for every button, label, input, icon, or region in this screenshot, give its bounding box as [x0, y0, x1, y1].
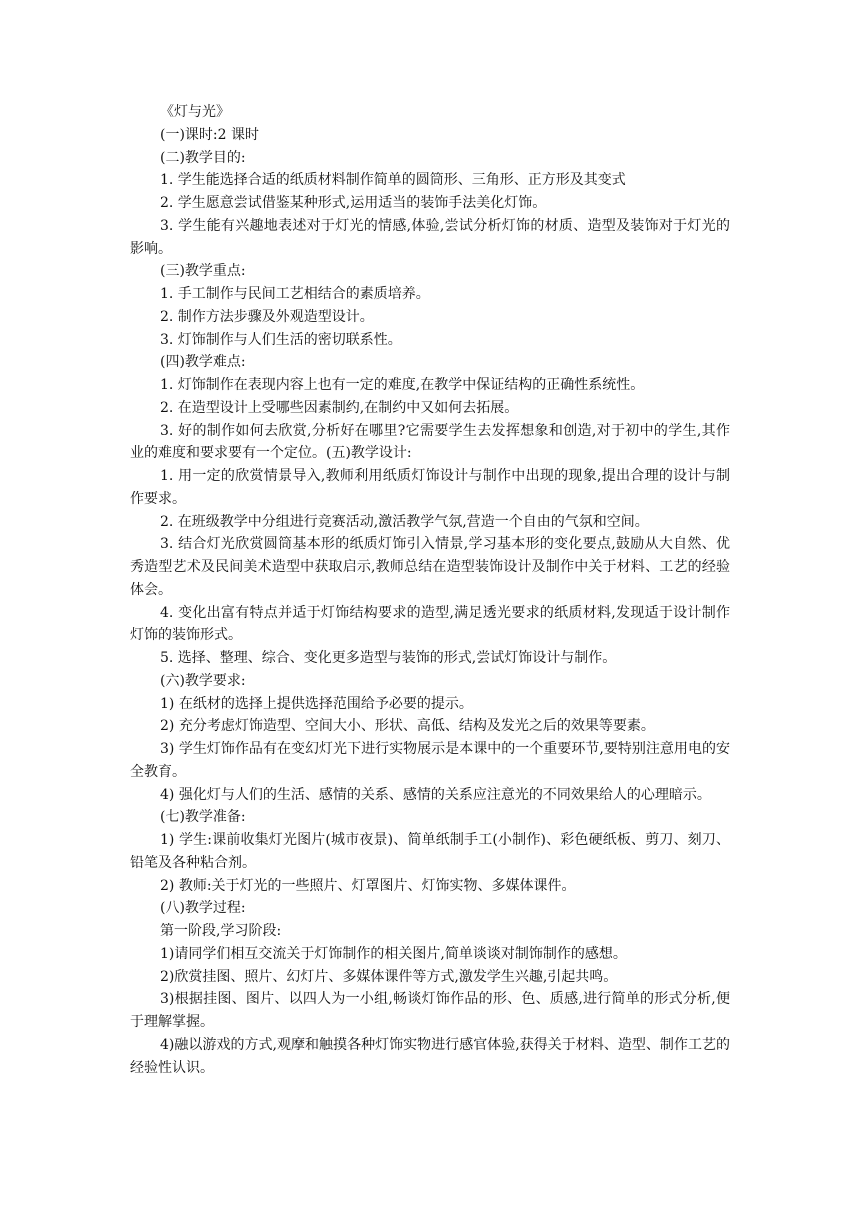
paragraph: 4. 变化出富有特点并适于灯饰结构要求的造型,满足透光要求的纸质材料,发现适于设计制作灯饰的装饰形式。: [130, 604, 730, 644]
paragraph: 4)融以游戏的方式,观摩和触摸各种灯饰实物进行感官体验,获得关于材料、造型、制作工艺的经验性认识。: [130, 1036, 730, 1076]
paragraph: 3)根据挂图、图片、以四人为一小组,畅谈灯饰作品的形、色、质感,进行简单的形式分析,便于理解掌握。: [130, 991, 730, 1030]
paragraph: 2. 制作方法步骤及外观造型设计。: [160, 308, 374, 325]
paragraph: 2. 在班级教学中分组进行竞赛活动,激活教学气氛,营造一个自由的气氛和空间。: [160, 513, 649, 530]
paragraph: 1) 在纸材的选择上提供选择范围给予必要的提示。: [160, 695, 473, 712]
paragraph: 2. 学生愿意尝试借鉴某种形式,运用适当的装饰手法美化灯饰。: [160, 195, 547, 211]
section-heading: (八)教学过程:: [160, 900, 246, 917]
doc-title: 《灯与光》: [160, 104, 230, 120]
section-heading: (三)教学重点:: [160, 263, 246, 280]
document-body: [130, 101, 730, 1079]
paragraph: 3) 学生灯饰作品有在变幻灯光下进行实物展示是本课中的一个重要环节,要特别注意用电的安全教育。: [130, 741, 730, 780]
section-heading: (二)教学目的:: [160, 149, 246, 166]
paragraph: 1)请同学们相互交流关于灯饰制作的相关图片,简单谈谈对制饰制作的感想。: [160, 945, 627, 962]
paragraph: 第一阶段,学习阶段:: [160, 923, 282, 939]
paragraph: 4) 强化灯与人们的生活、感情的关系、感情的关系应注意光的不同效果给人的心理暗示。: [160, 786, 711, 803]
paragraph: 1. 学生能选择合适的纸质材料制作简单的圆筒形、三角形、正方形及其变式: [160, 172, 626, 189]
paragraph: 2) 教师:关于灯光的一些照片、灯罩图片、灯饰实物、多媒体课件。: [160, 877, 576, 894]
section-heading: (七)教学准备:: [160, 809, 246, 826]
paragraph: 1) 学生:课前收集灯光图片(城市夜景)、简单纸制手工(小制作)、彩色硬纸板、剪刀、刻刀、铅笔及各种粘合剂。: [130, 832, 730, 871]
section-heading: (六)教学要求:: [160, 672, 246, 689]
paragraph: 1. 用一定的欣赏情景导入,教师利用纸质灯饰设计与制作中出现的现象,提出合理的设计与制作要求。: [130, 468, 730, 507]
paragraph: 3. 灯饰制作与人们生活的密切联系性。: [160, 331, 402, 348]
paragraph: 3. 结合灯光欣赏圆筒基本形的纸质灯饰引入情景,学习基本形的变化要点,鼓励从大自然、优秀造型艺术及民间美术造型中获取启示,教师总结在造型装饰设计及制作中关于材料、工艺的经验体会。: [130, 536, 730, 598]
paragraph: 2. 在造型设计上受哪些因素制约,在制约中又如何去拓展。: [160, 399, 519, 416]
paragraph: 5. 选择、整理、综合、变化更多造型与装饰的形式,尝试灯饰设计与制作。: [160, 650, 617, 666]
paragraph: 3. 学生能有兴趣地表述对于灯光的情感,体验,尝试分析灯饰的材质、造型及装饰对于灯光的影响。: [130, 217, 730, 257]
paragraph: 3. 好的制作如何去欣赏,分析好在哪里?它需要学生去发挥想象和创造,对于初中的学生,其作业的难度和要求要有一个定位。(五)教学设计:: [130, 422, 730, 462]
paragraph: 1. 手工制作与民间工艺相结合的素质培养。: [160, 286, 430, 302]
paragraph: 2) 充分考虑灯饰造型、空间大小、形状、高低、结构及发光之后的效果等要素。: [160, 718, 655, 735]
paragraph: 1. 灯饰制作在表现内容上也有一定的难度,在教学中保证结构的正确性系统性。: [160, 377, 645, 393]
class-hours: (一)课时:2 课时: [160, 126, 259, 143]
paragraph: 2)欣赏挂图、照片、幻灯片、多媒体课件等方式,激发学生兴趣,引起共鸣。: [160, 968, 618, 985]
section-heading: (四)教学难点:: [160, 354, 246, 371]
